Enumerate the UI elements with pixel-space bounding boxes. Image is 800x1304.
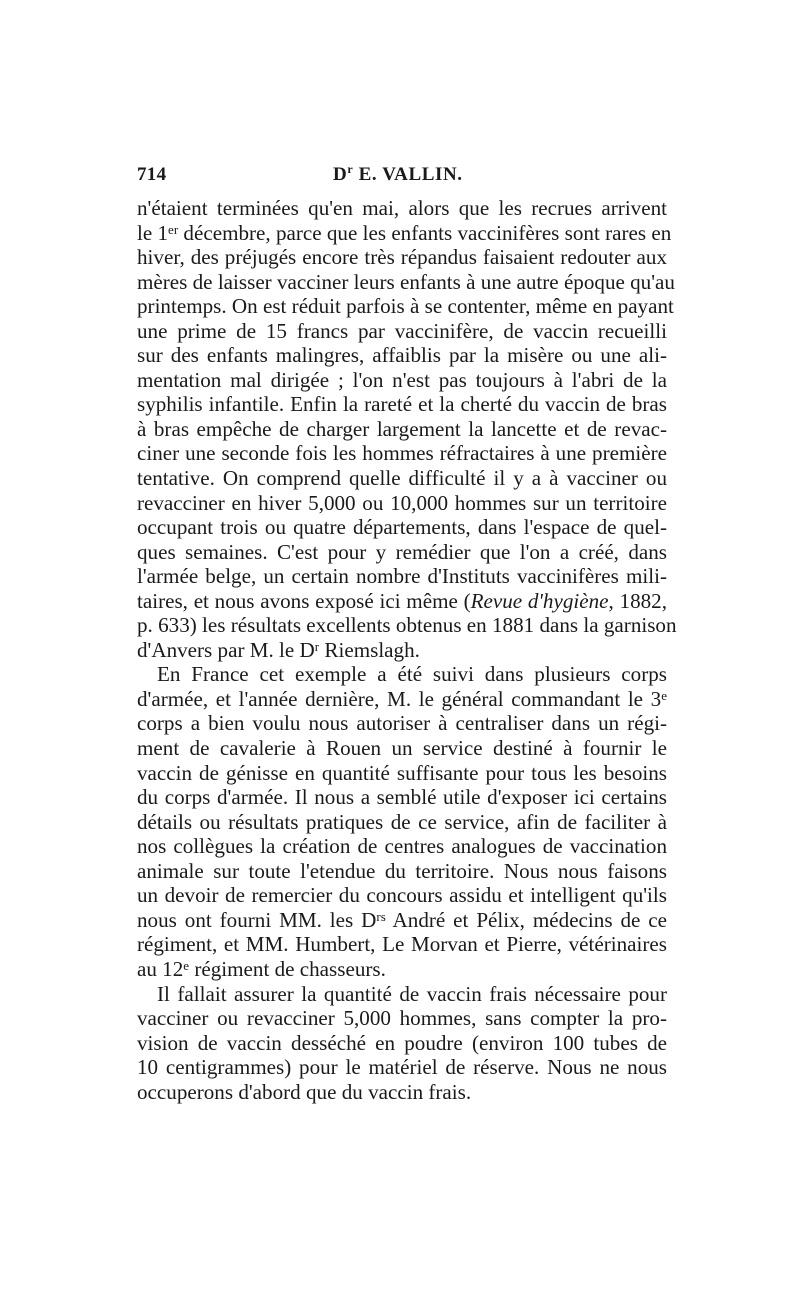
text-line [137,220,672,246]
line-italic-title: Revue d'hygiène [470,588,609,613]
line-superscript: e [183,957,190,973]
text-line [137,785,667,810]
line-text: nous ont fourni MM. les D [137,907,377,932]
text-line [137,1006,667,1031]
line-text: En France cet exemple a été suivi dans plusieurs corps [157,662,667,687]
line-superscript: er [168,221,179,237]
text-line [137,736,667,761]
line-superscript: r [314,638,320,654]
body-text [137,196,677,1104]
author-name: E. VALLIN. [353,164,463,185]
text-line [137,368,667,393]
author-prefix: D [333,164,348,185]
text-line [137,589,667,614]
text-line [137,932,667,957]
line-text: corps a bien voulu nous autoriser à centraliser dans un régi- [137,711,667,736]
line-text: taires, et nous avons exposé ici même ( [137,588,471,613]
line-text: occupant trois ou quatre départements, dans l'espace de quel- [137,515,667,540]
line-text: p. 633) les résultats excellents obtenus en 1881 dans la garnison [137,613,677,638]
line-text: Il fallait assurer la quantité de vaccin frais nécessaire pour [157,981,667,1006]
text-line [137,761,667,786]
line-text: mentation mal dirigée ; l'on n'est pas toujours à l'abri de la [137,367,667,392]
running-head-author [333,164,463,186]
text-line [137,908,667,933]
line-text: l'armée belge, un certain nombre d'Instituts vaccinifères mili- [137,564,667,589]
line-text-after: , 1882, [608,588,667,613]
line-text: nos collègues la création de centres analogues de vaccination [137,834,667,859]
text-line [137,883,667,908]
text-line [137,810,667,835]
text-line [137,687,667,712]
text-line [137,392,667,417]
text-line [137,711,667,736]
line-text: revacciner en hiver 5,000 ou 10,000 hommes sur un territoire [137,490,667,515]
text-line [137,466,667,491]
line-text: vaccin de génisse en quantité suffisante pour tous les besoins [137,760,667,785]
line-text: vacciner ou revacciner 5,000 hommes, sans compter la pro- [137,1006,667,1031]
text-line [137,982,667,1007]
text-line [137,441,667,466]
text-line [137,613,677,638]
text-line [137,540,667,565]
line-text: d'Anvers par M. le D [137,637,315,662]
line-text: ment de cavalerie à Rouen un service destiné à fournir le [137,736,667,761]
line-text: n'étaient terminées qu'en mai, alors que les recrues arrivent [137,196,667,220]
line-text: syphilis infantile. Enfin la rareté et la cherté du vaccin de bras [137,392,667,417]
line-text-after: régiment de chasseurs. [189,956,386,981]
line-text: d'armée, et l'année dernière, M. le général commandant le 3 [137,686,662,711]
text-line [137,957,667,982]
line-text: animale sur toute l'etendue du territoire. Nous nous faisons [137,858,667,883]
text-line [137,245,667,270]
text-line [137,294,674,319]
page-number: 714 [137,164,167,185]
text-line [137,269,675,295]
page-header [137,164,667,194]
text-line [137,343,667,368]
line-text: mères de laisser vacciner leurs enfants à une autre époque qu'au [137,269,675,294]
text-line [137,834,667,859]
line-text-after: décembre, parce que les enfants vaccinifères sont rares en [178,220,672,245]
line-text: régiment, et MM. Humbert, Le Morvan et Pierre, vétérinaires [137,932,667,957]
line-text: au 12 [137,956,184,981]
text-line [137,564,667,589]
text-line [137,662,667,687]
text-line [137,491,667,516]
line-text: printemps. On est réduit parfois à se contenter, même en payant [137,294,674,319]
author-prefix-superscript: r [347,162,354,176]
line-text-after: André et Pélix, médecins de ce [385,907,668,932]
line-superscript: e [661,687,667,703]
text-line [137,1055,667,1080]
line-text: le 1 [137,220,169,245]
line-superscript: rs [376,908,386,924]
line-text: à bras empêche de charger largement la lancette et de revac- [137,416,667,441]
line-text: 10 centigrammes) pour le matériel de réserve. Nous ne nous [137,1055,667,1080]
line-text: hiver, des préjugés encore très répandus faisaient redouter aux [137,245,667,270]
line-text: ques semaines. C'est pour y remédier que l'on a créé, dans [137,539,667,564]
line-text: sur des enfants malingres, affaiblis par la misère ou une ali- [137,343,667,368]
line-text: un devoir de remercier du concours assidu et intelligent qu'ils [137,883,667,908]
text-line [137,319,667,344]
line-text: une prime de 15 francs par vaccinifère, de vaccin recueilli [137,318,667,343]
line-text-after: Riemslagh. [319,637,420,662]
line-text: détails ou résultats pratiques de ce service, afin de faciliter à [137,809,667,834]
line-text: du corps d'armée. Il nous a semblé utile d'exposer ici certains [137,785,667,810]
text-line [137,1080,667,1105]
line-text: tentative. On comprend quelle difficulté il y a à vacciner ou [137,466,667,491]
text-line [137,859,667,884]
text-line [137,515,667,540]
line-text: ciner une seconde fois les hommes réfractaires à une première [137,441,667,466]
line-text: occuperons d'abord que du vaccin frais. [137,1079,472,1104]
text-line [137,196,667,221]
text-line [137,1031,667,1056]
text-line [137,417,667,442]
line-text: vision de vaccin desséché en poudre (environ 100 tubes de [137,1030,667,1055]
text-line [137,638,667,663]
